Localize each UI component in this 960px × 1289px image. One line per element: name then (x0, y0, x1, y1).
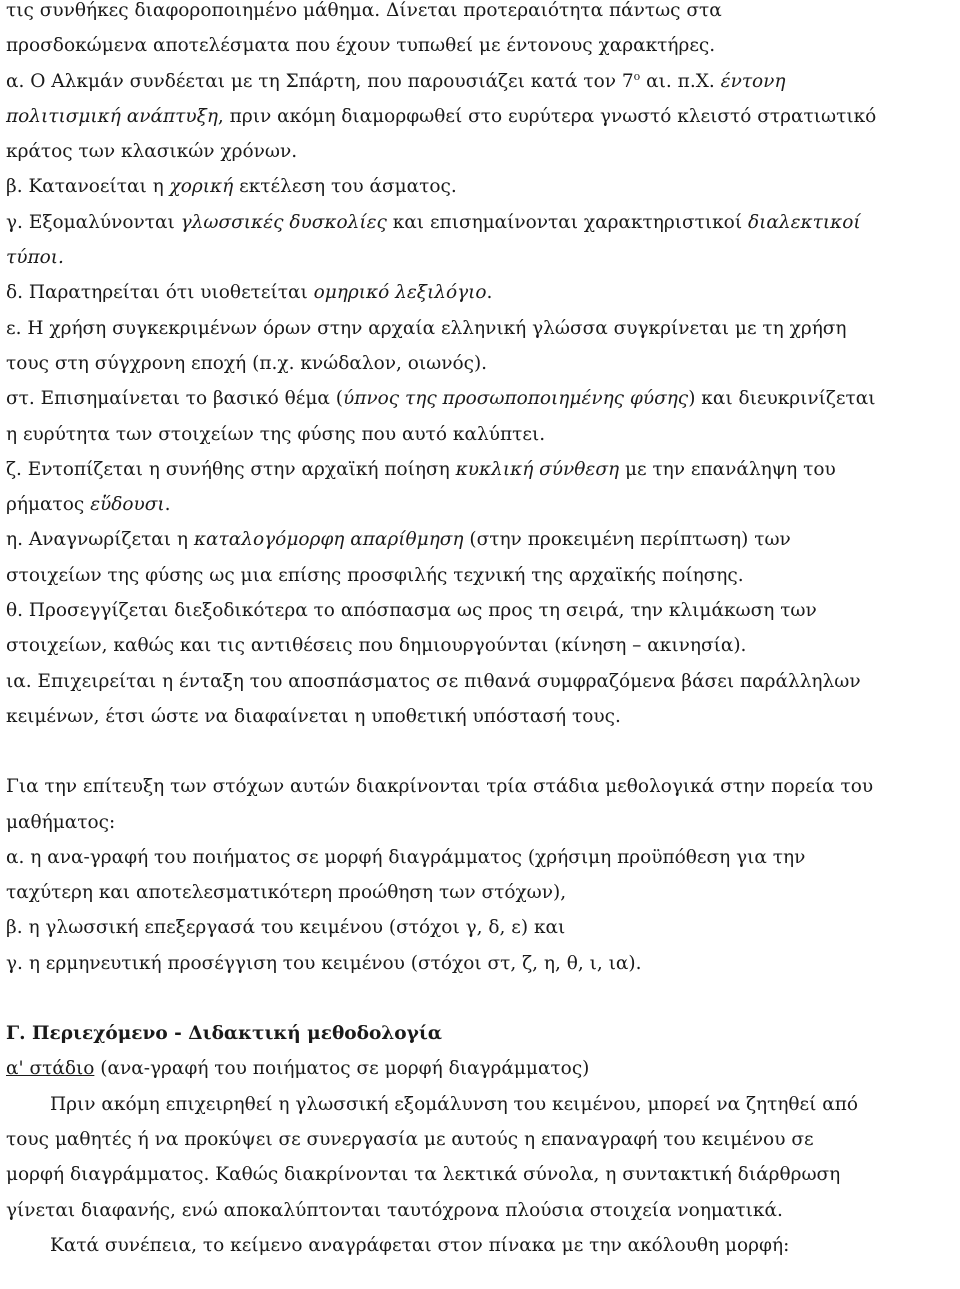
text-run: προσδοκώμενα αποτελέσματα που έχουν τυπωθεί με έντονους χαρακτήρες. (6, 35, 716, 57)
text-line (6, 0, 940, 28)
text-run: ομηρικό λεξιλόγιο (313, 282, 487, 304)
text-run: χορική (169, 176, 234, 198)
text-run: β. Κατανοείται η (6, 176, 170, 198)
text-line (6, 769, 940, 804)
text-run: ) και διευκρινίζεται (688, 388, 876, 410)
text-line (6, 134, 940, 169)
text-line (6, 64, 940, 99)
text-line (6, 840, 940, 875)
text-line (6, 417, 940, 452)
paragraph-gap (6, 734, 940, 769)
text-line (6, 628, 940, 663)
text-run: ταχύτερη και αποτελεσματικότερη προώθηση των στόχων), (6, 882, 567, 904)
text-run: ο (633, 69, 641, 83)
text-line (6, 381, 940, 416)
stage-label: α' στάδιο (6, 1058, 95, 1080)
text-line (6, 452, 940, 487)
text-run: και επισημαίνονται χαρακτηριστικοί (386, 211, 748, 233)
text-run: κράτος των κλασικών χρόνων. (6, 141, 298, 163)
text-line (6, 311, 940, 346)
text-run: τους μαθητές ή να προκύψει σε συνεργασία με αυτούς η επαναγραφή του κειμένου σε (6, 1128, 814, 1150)
text-line (6, 1157, 940, 1192)
text-run: (ανα-γραφή του ποιήματος σε μορφή διαγράμματος) (94, 1058, 590, 1080)
text-line (6, 593, 940, 628)
text-run: στ. Επισημαίνεται το βασικό θέμα ( (6, 388, 343, 410)
paragraph-gap (6, 981, 940, 1016)
text-line (6, 699, 940, 734)
text-line (6, 487, 940, 522)
text-run: έντονη (720, 70, 786, 92)
text-run: κυκλική σύνθεση (455, 458, 620, 480)
text-line (6, 1193, 940, 1228)
text-run: Πριν ακόμη επιχειρηθεί η γλωσσική εξομάλυνση του κειμένου, μπορεί να ζητηθεί από (50, 1093, 859, 1115)
text-run: τους στη σύγχρονη εποχή (π.χ. κνώδαλον, οιωνός). (6, 352, 488, 374)
text-run: δ. Παρατηρείται ότι υιοθετείται (6, 282, 314, 304)
text-run: α. η ανα-γραφή του ποιήματος σε μορφή διαγράμματος (χρήσιμη προϋπόθεση για την (6, 846, 806, 868)
text-line (6, 1087, 940, 1122)
text-run: ζ. Εντοπίζεται η συνήθης στην αρχαϊκή ποίηση (6, 458, 456, 480)
text-run: κειμένων, έτσι ώστε να διαφαίνεται η υποθετική υπόστασή τους. (6, 705, 621, 727)
text-run: μορφή διαγράμματος. Καθώς διακρίνονται τα λεκτικά σύνολα, η συντακτική διάρθρωση (6, 1164, 841, 1186)
text-line (6, 664, 940, 699)
text-run: η ευρύτητα των στοιχείων της φύσης που αυτό καλύπτει. (6, 423, 546, 445)
text-line (6, 805, 940, 840)
text-line (6, 1016, 940, 1051)
text-run: (στην προκειμένη περίπτωση) των (463, 529, 791, 551)
text-run: ρήματος (6, 494, 91, 516)
text-run: ύπνος της προσωποποιημένης φύσης (342, 388, 689, 410)
text-run: α. Ο Αλκμάν συνδέεται με τη Σπάρτη, που παρουσιάζει κατά τον 7 (6, 70, 634, 92)
text-run: καταλογόμορφη απαρίθμηση (193, 529, 464, 551)
text-run: η. Αναγνωρίζεται η (6, 529, 194, 551)
text-line (6, 522, 940, 557)
text-line (6, 875, 940, 910)
text-run: ια. Επιχειρείται η ένταξη του αποσπάσματος σε πιθανά συμφραζόμενα βάσει παράλληλων (6, 670, 861, 692)
section-heading: Γ. Περιεχόμενο - Διδακτική μεθοδολογία (6, 1023, 443, 1045)
text-run: θ. Προσεγγίζεται διεξοδικότερα το απόσπασμα ως προς τη σειρά, την κλιμάκωση των (6, 600, 817, 622)
text-run: , πριν ακόμη διαμορφωθεί στο ευρύτερα γνωστό κλειστό στρατιωτικό (217, 105, 877, 127)
text-line (6, 205, 940, 240)
text-line (6, 99, 940, 134)
text-run: τις συνθήκες διαφοροποιημένο μάθημα. Δίνεται προτεραιότητα πάντως στα (6, 0, 722, 21)
text-run: με την επανάληψη του (619, 458, 836, 480)
text-line (6, 240, 940, 275)
text-run: αι. π.Χ. (640, 70, 721, 92)
text-line (6, 558, 940, 593)
text-run: ε. Η χρήση συγκεκριμένων όρων στην αρχαία ελληνική γλώσσα συγκρίνεται με τη χρήση (6, 317, 847, 339)
text-line (6, 910, 940, 945)
text-line (6, 1051, 940, 1086)
text-run: τύποι. (6, 247, 64, 269)
text-run: πολιτισμική ανάπτυξη (6, 105, 218, 127)
text-run: εὕδουσι (90, 494, 165, 516)
text-run: διαλεκτικοί (747, 211, 861, 233)
text-line (6, 346, 940, 381)
text-run: εκτέλεση του άσματος. (233, 176, 457, 198)
text-line (6, 1228, 940, 1263)
text-run: μαθήματος: (6, 811, 116, 833)
text-run: γ. Εξομαλύνονται (6, 211, 181, 233)
text-line (6, 1122, 940, 1157)
text-line (6, 946, 940, 981)
text-run: . (486, 282, 493, 304)
text-run: Κατά συνέπεια, το κείμενο αναγράφεται στον πίνακα με την ακόλουθη μορφή: (50, 1234, 790, 1256)
text-run: στοιχείων, καθώς και τις αντιθέσεις που δημιουργούνται (κίνηση – ακινησία). (6, 635, 747, 657)
text-line (6, 275, 940, 310)
text-line (6, 169, 940, 204)
text-run: β. η γλωσσική επεξεργασά του κειμένου (στόχοι γ, δ, ε) και (6, 917, 566, 939)
text-run: Για την επίτευξη των στόχων αυτών διακρίνονται τρία στάδια μεθολογικά στην πορεία του (6, 776, 874, 798)
text-run: . (164, 494, 171, 516)
text-run: γ. η ερμηνευτική προσέγγιση του κειμένου (στόχοι στ, ζ, η, θ, ι, ια). (6, 952, 642, 974)
text-run: γίνεται διαφανής, ενώ αποκαλύπτονται ταυτόχρονα πλούσια στοιχεία νοηματικά. (6, 1199, 783, 1221)
text-run: στοιχείων της φύσης ως μια επίσης προσφιλής τεχνική της αρχαϊκής ποίησης. (6, 564, 744, 586)
text-run: γλωσσικές δυσκολίες (180, 211, 387, 233)
text-line (6, 28, 940, 63)
